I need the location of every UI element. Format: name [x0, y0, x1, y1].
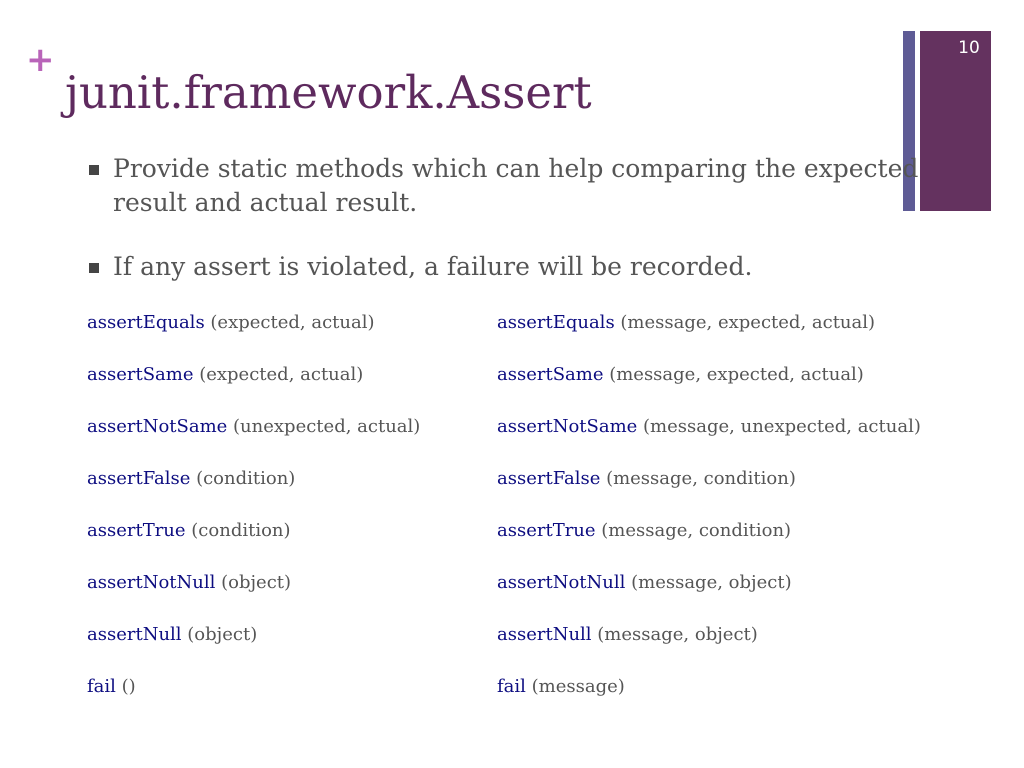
bullet-text-line: If any assert is violated, a failure will be recorded. — [113, 252, 753, 281]
method-row — [87, 362, 420, 388]
method-name: assertNull — [497, 624, 592, 645]
assert-methods-basic — [87, 310, 420, 726]
method-args: (message, expected, actual) — [614, 312, 876, 333]
method-args: (object) — [181, 624, 258, 645]
method-args: () — [115, 676, 136, 697]
method-name: assertFalse — [497, 468, 601, 489]
method-args: (expected, actual) — [204, 312, 375, 333]
method-row — [497, 466, 921, 492]
method-row — [497, 518, 921, 544]
method-args: (condition) — [185, 520, 291, 541]
method-row — [87, 674, 420, 700]
page-number: 10 — [958, 38, 980, 58]
method-row — [87, 310, 420, 336]
method-row — [87, 570, 420, 596]
square-bullet-icon — [89, 263, 99, 273]
method-name: assertTrue — [87, 520, 186, 541]
method-name: assertNotSame — [497, 416, 638, 437]
method-args: (message, object) — [591, 624, 758, 645]
method-args: (message, object) — [625, 572, 792, 593]
method-name: assertTrue — [497, 520, 596, 541]
bullet-text-line: Provide static methods which can help comparing the expected — [113, 154, 919, 183]
method-name: assertNotNull — [87, 572, 216, 593]
method-args: (object) — [215, 572, 292, 593]
method-name: assertNotNull — [497, 572, 626, 593]
method-row — [497, 622, 921, 648]
assert-methods-with-message — [497, 310, 921, 726]
method-name: assertSame — [497, 364, 604, 385]
method-name: fail — [87, 676, 116, 697]
method-name: assertNull — [87, 624, 182, 645]
method-row — [497, 570, 921, 596]
plus-icon: + — [26, 40, 55, 80]
method-name: assertFalse — [87, 468, 191, 489]
square-bullet-icon — [89, 165, 99, 175]
method-name: assertSame — [87, 364, 194, 385]
method-args: (message, condition) — [595, 520, 792, 541]
method-name: assertEquals — [87, 312, 205, 333]
method-name: assertEquals — [497, 312, 615, 333]
method-row — [87, 466, 420, 492]
method-args: (message, expected, actual) — [603, 364, 864, 385]
method-row — [497, 414, 921, 440]
method-args: (expected, actual) — [193, 364, 364, 385]
method-name: assertNotSame — [87, 416, 228, 437]
bullet-text-line: result and actual result. — [113, 188, 418, 217]
method-args: (message) — [525, 676, 625, 697]
method-args: (condition) — [190, 468, 296, 489]
method-row — [87, 622, 420, 648]
method-row — [497, 362, 921, 388]
method-row — [497, 310, 921, 336]
method-args: (message, condition) — [600, 468, 796, 489]
method-name: fail — [497, 676, 526, 697]
method-args: (unexpected, actual) — [227, 416, 421, 437]
method-row — [497, 674, 921, 700]
method-args: (message, unexpected, actual) — [637, 416, 921, 437]
bullet-item — [87, 250, 967, 284]
bullet-item — [87, 152, 967, 220]
method-row — [87, 414, 420, 440]
slide-title: junit.framework.Assert — [65, 66, 592, 119]
method-row — [87, 518, 420, 544]
bullet-list — [87, 152, 967, 284]
